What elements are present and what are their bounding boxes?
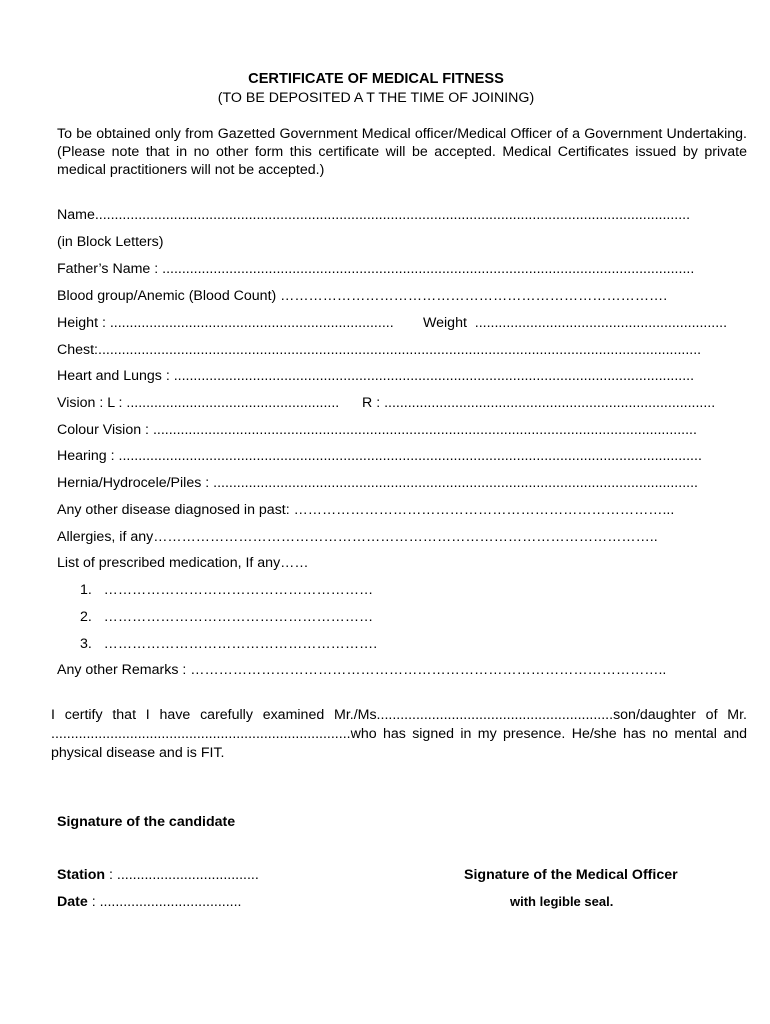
father-name-field: Father’s Name : ....................................................................................................................................... [57,261,695,277]
officer-signature-label: Signature of the Medical Officer [464,867,678,883]
vision-right-field: R : .................................................................................... [362,395,716,411]
medication-label: List of prescribed medication, If any…… [57,555,309,571]
hearing-field: Hearing : .................................................................................................................................................... [57,448,702,464]
allergies-field: Allergies, if any…………………………………………………………………………………………….. [57,529,658,545]
height-field: Height : ........................................................................ [57,315,394,331]
candidate-signature-label: Signature of the candidate [57,814,236,830]
block-letters-note: (in Block Letters) [57,234,164,250]
certification-statement: I certify that I have carefully examined Mr./Ms............................................................son/daughter of Mr. ............................................................................who has signed in my presence. He/she has no mental and physical disease and is FIT. [51,707,747,761]
station-field [57,866,259,884]
weight-field: Weight ................................................................ [423,315,728,331]
intro-paragraph: To be obtained only from Gazetted Government Medical officer/Medical Officer of a Government Undertaking. (Please note that in no other form this certificate will be accepted. Medical Certificates issued by private medical practitioners will not be accepted.) [57,126,747,178]
date-value: : .................................... [87,894,242,910]
date-label: Date [57,894,88,910]
seal-note: with legible seal. [510,894,614,909]
date-field [57,893,242,911]
remarks-field: Any other Remarks : ……………………………………………………………………………………….. [57,662,667,678]
medication-item: 1. ………………………………………………… [80,582,374,598]
document-title: CERTIFICATE OF MEDICAL FITNESS [248,71,504,87]
hernia-field: Hernia/Hydrocele/Piles : ........................................................................................................................... [57,475,698,491]
past-disease-field: Any other disease diagnosed in past: ……………………………………………………………………... [57,502,675,518]
blood-group-field: Blood group/Anemic (Blood Count) ………………………………………………………………………. [57,288,668,304]
medication-item: 2. ………………………………………………… [80,609,374,625]
medication-item: 3. …………………………………………………. [80,636,378,652]
colour-vision-field: Colour Vision : .......................................................................................................................................... [57,422,697,438]
vision-left-field: Vision : L : ...................................................... [57,395,340,411]
name-field: Name....................................................................................................................................................... [57,207,691,223]
heart-lungs-field: Heart and Lungs : .................................................................................................................................... [57,368,695,384]
chest-field: Chest:......................................................................................................................................................... [57,342,702,358]
station-value: : .................................... [105,867,259,883]
station-label: Station [57,867,106,883]
document-subtitle: (TO BE DEPOSITED A T THE TIME OF JOINING) [217,90,535,106]
